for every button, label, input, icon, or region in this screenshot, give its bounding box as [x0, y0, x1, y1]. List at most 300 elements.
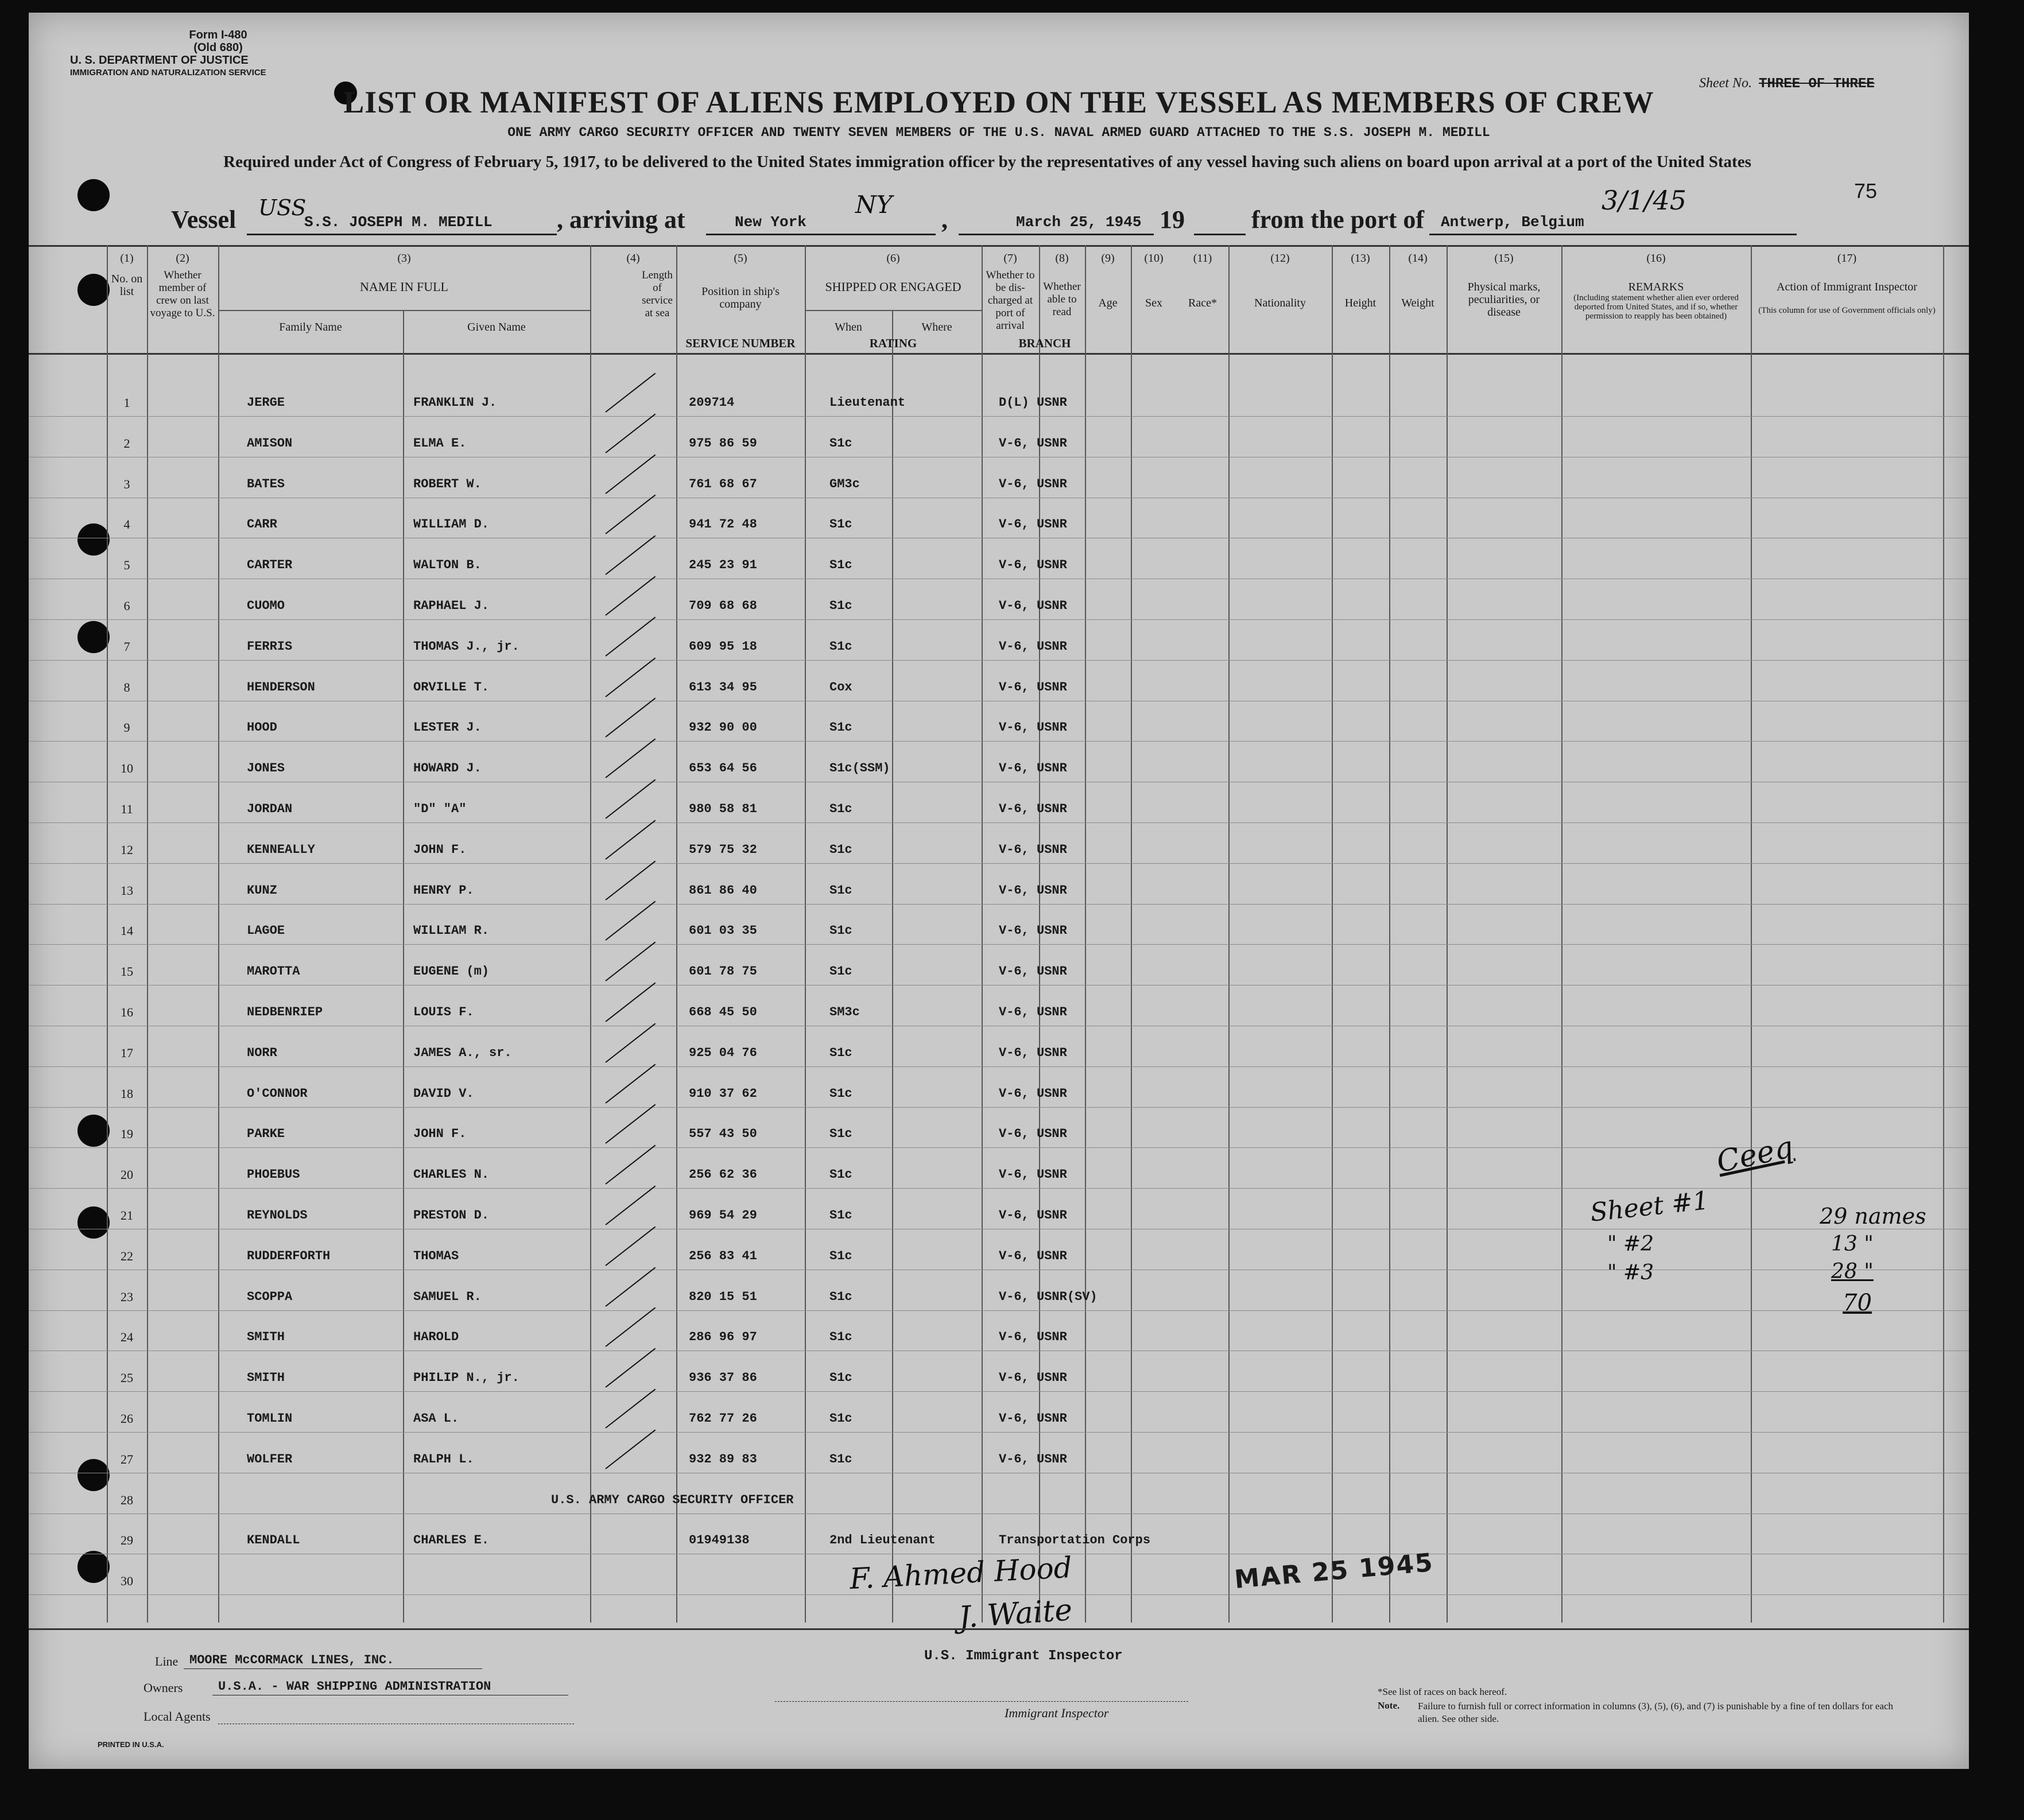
rating: S1c [829, 1411, 852, 1426]
tally-count-2: 13 " [1831, 1232, 1874, 1256]
col-divider [1561, 245, 1562, 1623]
service-number: 286 96 97 [689, 1330, 757, 1345]
branch: V-6, USNR [999, 1330, 1067, 1345]
branch: V-6, USNR [999, 842, 1067, 857]
vessel-label: Vessel [171, 205, 236, 234]
given-name: ORVILLE T. [413, 680, 490, 694]
col-header-remarks: REMARKS [1628, 281, 1684, 293]
row-number: 13 [121, 883, 133, 898]
check-mark [605, 616, 656, 656]
col-header-able-read: Whether able to read [1043, 281, 1081, 318]
service-number: 579 75 32 [689, 842, 757, 857]
row-rule [29, 863, 1969, 864]
row-number: 7 [123, 639, 130, 654]
given-name: EUGENE (m) [413, 964, 490, 979]
branch: D(L) USNR [999, 395, 1067, 410]
service-number: 975 86 59 [689, 436, 757, 451]
col-header-nationality: Nationality [1254, 297, 1306, 309]
col-divider [218, 245, 219, 1623]
col-header-physical-marks: Physical marks, peculiarities, or disease [1467, 281, 1541, 319]
owners-label: Owners [144, 1681, 183, 1695]
rating: S1c [829, 1452, 852, 1466]
row-rule [29, 660, 1969, 661]
service-number: 557 43 50 [689, 1127, 757, 1142]
given-name: DAVID V. [413, 1086, 474, 1101]
branch: V-6, USNR [999, 476, 1067, 491]
rating: S1c [829, 517, 852, 532]
family-name: KENNEALLY [247, 842, 315, 857]
row-number: 23 [121, 1289, 133, 1304]
check-mark [605, 860, 656, 900]
rating: S1c [829, 1289, 852, 1304]
arriving-underline [706, 234, 936, 235]
row-number: 12 [121, 842, 133, 857]
check-mark [605, 1023, 656, 1062]
branch: V-6, USNR(SV) [999, 1289, 1098, 1304]
row-rule [29, 1066, 1969, 1067]
given-name: FRANKLIN J. [413, 395, 497, 410]
family-name: SMITH [247, 1330, 285, 1345]
service-number: 01949138 [689, 1533, 750, 1548]
col-number: (8) [1055, 252, 1069, 265]
branch: V-6, USNR [999, 517, 1067, 532]
branch: V-6, USNR [999, 639, 1067, 654]
check-mark [605, 1145, 656, 1185]
subheader-line [805, 310, 982, 311]
rating: S1c [829, 436, 852, 451]
row-number: 3 [123, 476, 130, 491]
crew-table [29, 245, 1969, 1623]
page-subtitle: ONE ARMY CARGO SECURITY OFFICER AND TWENTY SEVEN MEMBERS OF THE U.S. NAVAL ARMED GUARD ATTACHED TO THE S.S. JOSEPH M. MEDILL [507, 125, 1490, 140]
year-underline [1194, 234, 1246, 235]
department-name: U. S. DEPARTMENT OF JUSTICE [70, 54, 249, 67]
branch: V-6, USNR [999, 1248, 1067, 1263]
col-header-race: Race* [1188, 297, 1217, 309]
row-number: 17 [121, 1045, 133, 1060]
subheader-line [218, 310, 590, 311]
family-name: FERRIS [247, 639, 293, 654]
given-name: PHILIP N., jr. [413, 1371, 519, 1386]
branch: V-6, USNR [999, 436, 1067, 451]
row-number: 8 [123, 680, 130, 694]
row-number: 24 [121, 1330, 133, 1345]
row-number: 4 [123, 517, 130, 532]
row-rule [29, 741, 1969, 742]
note-text: Failure to furnish full or correct information in columns (3), (5), (6), and (7) is punishable by a fine of ten dollars for each alien. See other side. [1418, 1701, 1894, 1724]
service-number: 613 34 95 [689, 680, 757, 694]
given-name: HENRY P. [413, 883, 474, 898]
family-name: CARTER [247, 558, 293, 573]
given-name: RALPH L. [413, 1452, 474, 1466]
branch: V-6, USNR [999, 680, 1067, 694]
rating: S1c [829, 1371, 852, 1386]
branch: V-6, USNR [999, 599, 1067, 613]
col-number: (11) [1193, 252, 1212, 265]
service-number: 245 23 91 [689, 558, 757, 573]
row-number: 6 [123, 599, 130, 613]
col-divider [1943, 245, 1944, 1623]
given-name: JAMES A., sr. [413, 1045, 512, 1060]
rating: S1c [829, 964, 852, 979]
branch: V-6, USNR [999, 558, 1067, 573]
branch: V-6, USNR [999, 964, 1067, 979]
signature-2: J. Waite [957, 1593, 1073, 1635]
service-number: 980 58 81 [689, 802, 757, 816]
row-number: 1 [123, 395, 130, 410]
col-divider [1085, 245, 1086, 1623]
col-header-inspector-action: Action of Immigrant Inspector [1777, 281, 1917, 293]
col-header-when: When [835, 321, 862, 333]
given-name: JOHN F. [413, 842, 467, 857]
row-rule [29, 619, 1969, 620]
row-number: 30 [121, 1574, 133, 1589]
family-name: JERGE [247, 395, 285, 410]
note-label: Note. [1378, 1700, 1400, 1711]
rating: S1c [829, 1208, 852, 1223]
line-value: MOORE McCORMACK LINES, INC. [189, 1653, 394, 1667]
given-name: ASA L. [413, 1411, 459, 1426]
col-number: (5) [734, 252, 747, 265]
tally-sheet-2: " #2 [1607, 1232, 1654, 1256]
row-number: 19 [121, 1127, 133, 1142]
date-underline [959, 234, 1154, 235]
col-header-family-name: Family Name [279, 321, 342, 333]
given-name: "D" "A" [413, 802, 467, 816]
check-mark [605, 454, 656, 494]
col-divider [403, 311, 404, 1623]
rating: Lieutenant [829, 395, 906, 410]
rating: Cox [829, 680, 852, 694]
col-number: (1) [120, 252, 134, 265]
row-rule [29, 1147, 1969, 1148]
family-name: RUDDERFORTH [247, 1248, 331, 1263]
branch: V-6, USNR [999, 1127, 1067, 1142]
check-mark [605, 1388, 656, 1428]
form-id [144, 29, 293, 54]
vessel-handwritten: USS [258, 195, 307, 220]
vessel-value: S.S. JOSEPH M. MEDILL [304, 214, 493, 231]
family-name: REYNOLDS [247, 1208, 308, 1223]
service-number: 256 83 41 [689, 1248, 757, 1263]
col-number: (6) [886, 252, 900, 265]
row-number: 28 [121, 1492, 133, 1507]
family-name: NORR [247, 1045, 277, 1060]
service-number: 601 78 75 [689, 964, 757, 979]
footer-border [29, 1628, 1969, 1630]
service-number: 969 54 29 [689, 1208, 757, 1223]
branch: Transportation Corps [999, 1533, 1151, 1548]
branch: V-6, USNR [999, 1371, 1067, 1386]
signature-1: F. Ahmed Hood [848, 1550, 1073, 1596]
col-header-service-number: SERVICE NUMBER [685, 336, 796, 350]
row-number: 5 [123, 558, 130, 573]
check-mark [605, 1307, 656, 1347]
races-note: *See list of races on back hereof. [1378, 1686, 1507, 1697]
branch: V-6, USNR [999, 802, 1067, 816]
arriving-label: , arriving at [557, 205, 685, 234]
service-number: 668 45 50 [689, 1005, 757, 1019]
page-number: 75 [1854, 179, 1878, 203]
rating: S1c [829, 558, 852, 573]
row-rule [29, 904, 1969, 905]
handwritten-mark: Ceeq [1713, 1130, 1797, 1180]
service-name: IMMIGRATION AND NATURALIZATION SERVICE [70, 68, 266, 77]
form-old-number: (Old 680) [193, 41, 243, 54]
header-bottom-border [29, 353, 1969, 355]
table-top-border [29, 245, 1969, 247]
vessel-underline [247, 234, 557, 235]
row-number: 20 [121, 1167, 133, 1182]
arriving-value: New York [735, 214, 807, 231]
col-number: (9) [1101, 252, 1115, 265]
rating: S1c [829, 842, 852, 857]
rating: S1c [829, 1045, 852, 1060]
arrival-date: March 25, 1945 [1016, 214, 1142, 231]
service-number: 932 90 00 [689, 720, 757, 735]
check-mark [605, 1104, 656, 1144]
col-header-position: Position in ship's company [701, 285, 780, 311]
col-header-inspector-note: (This column for use of Government officials only) [1758, 306, 1936, 315]
check-mark [605, 942, 656, 981]
rating: 2nd Lieutenant [829, 1533, 936, 1548]
family-name: MAROTTA [247, 964, 300, 979]
col-divider [1332, 245, 1333, 1623]
col-header-given-name: Given Name [467, 321, 526, 333]
tally-sheet-3: " #3 [1607, 1261, 1654, 1285]
check-mark [605, 1429, 656, 1469]
check-mark [605, 1267, 656, 1306]
family-name: PARKE [247, 1127, 285, 1142]
family-name: CUOMO [247, 599, 285, 613]
col-number: (17) [1837, 252, 1857, 265]
row-rule [29, 1310, 1969, 1311]
check-mark [605, 1348, 656, 1388]
col-header-remarks-note: (Including statement whether alien ever ordered deported from United States, and if so, whether permission to reapply has been obtained) [1573, 293, 1739, 321]
col-divider [1447, 245, 1448, 1623]
family-name: KUNZ [247, 883, 277, 898]
rating: S1c [829, 1086, 852, 1101]
rating: S1c [829, 1248, 852, 1263]
service-number: 925 04 76 [689, 1045, 757, 1060]
given-name: ELMA E. [413, 436, 467, 451]
service-number: 209714 [689, 395, 735, 410]
row-rule [29, 1391, 1969, 1392]
branch: V-6, USNR [999, 1045, 1067, 1060]
rating: S1c [829, 599, 852, 613]
branch: V-6, USNR [999, 720, 1067, 735]
given-name: HAROLD [413, 1330, 459, 1345]
page-title: LIST OR MANIFEST OF ALIENS EMPLOYED ON THE VESSEL AS MEMBERS OF CREW [343, 85, 1654, 119]
col-header-where: Where [921, 321, 952, 333]
row-number: 27 [121, 1452, 133, 1466]
branch: V-6, USNR [999, 923, 1067, 938]
check-mark [605, 1064, 656, 1103]
given-name: WALTON B. [413, 558, 482, 573]
comma: , [941, 205, 948, 234]
check-mark [605, 1226, 656, 1266]
col-header-length-service: Length of service at sea [642, 269, 673, 319]
col-divider [1131, 245, 1132, 1623]
given-name: ROBERT W. [413, 476, 482, 491]
col-number: (13) [1351, 252, 1370, 265]
family-name: BATES [247, 476, 285, 491]
from-port-label: from the port of [1251, 205, 1424, 234]
col-divider [590, 245, 591, 1623]
family-name: NEDBENRIEP [247, 1005, 323, 1019]
row-number: 21 [121, 1208, 133, 1223]
from-port-value: Antwerp, Belgium [1441, 214, 1584, 231]
given-name: LOUIS F. [413, 1005, 474, 1019]
sheet-label: Sheet No. [1699, 76, 1752, 91]
service-number: 820 15 51 [689, 1289, 757, 1304]
given-name: RAPHAEL J. [413, 599, 490, 613]
tally-total: 70 [1843, 1290, 1872, 1316]
family-name: KENDALL [247, 1533, 300, 1548]
col-number: (3) [397, 252, 411, 265]
check-mark [605, 495, 656, 534]
row28-note: U.S. ARMY CARGO SECURITY OFFICER [551, 1492, 794, 1507]
col-number: (7) [1003, 252, 1017, 265]
rating: SM3c [829, 1005, 860, 1019]
service-number: 932 89 83 [689, 1452, 757, 1466]
col-header-age: Age [1098, 297, 1118, 309]
from-port-handwritten: 3/1/45 [1602, 185, 1687, 216]
year-label: 19 [1160, 205, 1185, 234]
given-name: LESTER J. [413, 720, 482, 735]
service-number: 936 37 86 [689, 1371, 757, 1386]
punch-hole [77, 179, 110, 211]
service-number: 941 72 48 [689, 517, 757, 532]
col-header-discharged: Whether to be dis-charged at port of arrival [986, 269, 1035, 332]
row-rule [29, 822, 1969, 823]
check-mark [605, 779, 656, 818]
row-rule [29, 416, 1969, 417]
row-number: 10 [121, 761, 133, 776]
tally-count-3: 28 " [1831, 1260, 1874, 1283]
col-divider [892, 311, 893, 1623]
rating: S1c(SSM) [829, 761, 890, 776]
inspector-underline [775, 1701, 1188, 1702]
service-number: 709 68 68 [689, 599, 757, 613]
date-stamp: MAR 25 1945 [1233, 1547, 1435, 1595]
check-mark [605, 698, 656, 738]
check-mark [605, 901, 656, 941]
given-name: HOWARD J. [413, 761, 482, 776]
service-number: 762 77 26 [689, 1411, 757, 1426]
sheet-value: THREE OF THREE [1758, 76, 1875, 92]
row-number: 22 [121, 1248, 133, 1263]
col-header-weight: Weight [1401, 297, 1434, 309]
rating: S1c [829, 883, 852, 898]
col-header-branch: BRANCH [1018, 336, 1071, 350]
row-number: 2 [123, 436, 130, 451]
service-number: 601 03 35 [689, 923, 757, 938]
branch: V-6, USNR [999, 1086, 1067, 1101]
branch: V-6, USNR [999, 1452, 1067, 1466]
service-number: 653 64 56 [689, 761, 757, 776]
rating: S1c [829, 1167, 852, 1182]
col-number: (2) [176, 252, 189, 265]
check-mark [605, 372, 656, 412]
check-mark [605, 413, 656, 453]
col-divider [1751, 245, 1752, 1623]
col-header-sex: Sex [1145, 297, 1162, 309]
col-header-height: Height [1344, 297, 1377, 309]
row-rule [29, 1107, 1969, 1108]
check-mark [605, 820, 656, 859]
col-number: (12) [1270, 252, 1290, 265]
given-name: WILLIAM R. [413, 923, 490, 938]
col-number: (10) [1144, 252, 1164, 265]
family-name: SCOPPA [247, 1289, 293, 1304]
family-name: PHOEBUS [247, 1167, 300, 1182]
agents-label: Local Agents [144, 1709, 211, 1724]
form-department [70, 54, 266, 79]
rating: S1c [829, 923, 852, 938]
printed-in: PRINTED IN U.S.A. [98, 1740, 164, 1749]
rating: S1c [829, 1330, 852, 1345]
row-rule [29, 944, 1969, 945]
col-header-no: No. on list [111, 273, 143, 298]
check-mark [605, 535, 656, 575]
check-mark [605, 657, 656, 697]
statute-text: Required under Act of Congress of February 5, 1917, to be delivered to the United States immigration officer by the representatives of any vessel having such aliens on board upon arrival at a port of the United States [223, 153, 1751, 171]
col-divider [1228, 245, 1230, 1623]
check-mark [605, 982, 656, 1022]
service-number: 256 62 36 [689, 1167, 757, 1182]
row-number: 15 [121, 964, 133, 979]
row-number: 16 [121, 1005, 133, 1019]
col-number: (15) [1494, 252, 1514, 265]
col-divider [1389, 245, 1390, 1623]
given-name: PRESTON D. [413, 1208, 490, 1223]
col-divider [147, 245, 148, 1623]
given-name: WILLIAM D. [413, 517, 490, 532]
col-header-crew-last-voyage: Whether member of crew on last voyage to U.S. [150, 269, 215, 319]
col-number: (14) [1408, 252, 1428, 265]
row-number: 11 [121, 802, 133, 816]
owners-value: U.S.A. - WAR SHIPPING ADMINISTRATION [218, 1679, 491, 1694]
family-name: JORDAN [247, 802, 293, 816]
service-number: 761 68 67 [689, 476, 757, 491]
family-name: SMITH [247, 1371, 285, 1386]
family-name: AMISON [247, 436, 293, 451]
row-number: 26 [121, 1411, 133, 1426]
check-mark [605, 1185, 656, 1225]
branch: V-6, USNR [999, 1005, 1067, 1019]
family-name: HENDERSON [247, 680, 315, 694]
manifest-sheet [29, 13, 1969, 1769]
row-rule [29, 1594, 1969, 1595]
rating: S1c [829, 1127, 852, 1142]
col-number: (16) [1646, 252, 1666, 265]
inspector-label: Immigrant Inspector [1005, 1706, 1109, 1720]
family-name: TOMLIN [247, 1411, 293, 1426]
service-number: 609 95 18 [689, 639, 757, 654]
line-label: Line [155, 1654, 179, 1668]
given-name: THOMAS [413, 1248, 459, 1263]
given-name: THOMAS J., jr. [413, 639, 519, 654]
branch: V-6, USNR [999, 883, 1067, 898]
inspector-typed: U.S. Immigrant Inspector [924, 1648, 1123, 1664]
arriving-handwritten: NY [855, 191, 893, 219]
family-name: WOLFER [247, 1452, 293, 1466]
given-name: SAMUEL R. [413, 1289, 482, 1304]
rating: S1c [829, 639, 852, 654]
row-number: 25 [121, 1371, 133, 1386]
col-number: (4) [626, 252, 640, 265]
col-divider [982, 245, 983, 1623]
